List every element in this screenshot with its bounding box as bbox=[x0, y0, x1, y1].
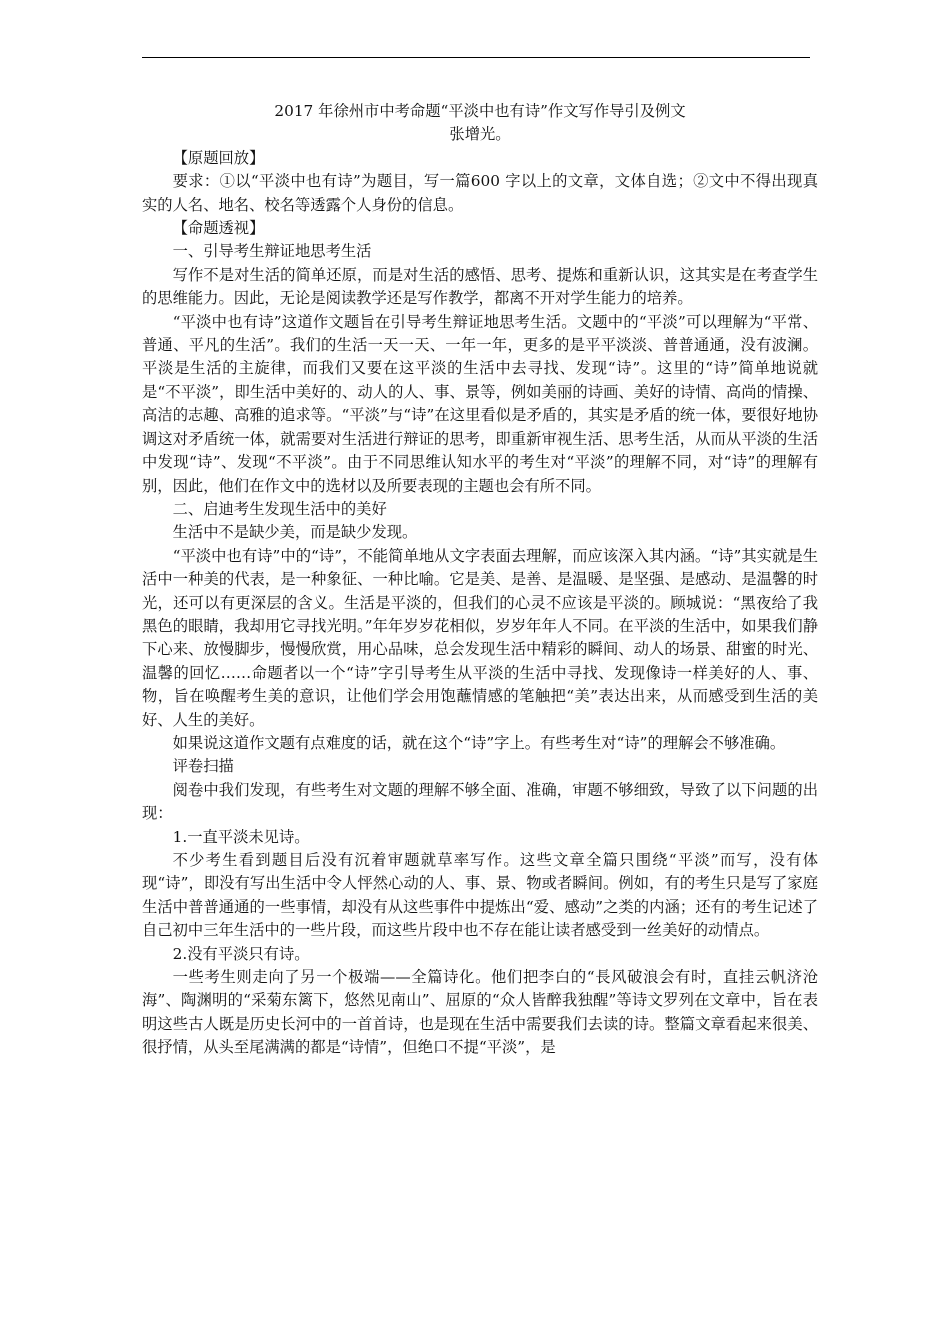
paragraph: 一些考生则走向了另一个极端——全篇诗化。他们把李白的“長风破浪会有时，直挂云帆济沧海”、陶渊明的“采菊东篱下，悠然见南山”、屈原的“众人皆醉我独醒”等诗文罗列在文章中，旨在表明这些古人既是历史长河中的一首首诗，也是现在生活中需要我们去读的诗。整篇文章看起来很美、很抒情，从头至尾满满的都是“诗情”，但绝口不提“平淡”，是 bbox=[142, 968, 818, 1057]
document-title: 2017 年徐州市中考命题“平淡中也有诗”作文写作导引及例文 bbox=[274, 102, 686, 120]
subheading: 1.一直平淡未见诗。 bbox=[172, 827, 310, 846]
paragraph: 不少考生看到题目后没有沉着审题就草率写作。这些文章全篇只围绕“平淡”而写，没有体现“诗”，即没有写出生活中令人怦然心动的人、事、景、物或者瞬间。例如，有的考生只是写了家庭生活中普普通通的一些事情，却没有从这些事件中提炼出“爱、感动”之类的内涵；还有的考生记述了自己初中三年生活中的一些片段，而这些片段中也不存在能让读者感受到一丝美好的动情点。 bbox=[142, 851, 818, 940]
subheading: 一、引导考生辩证地思考生活 bbox=[172, 242, 372, 261]
section-heading: 【原题回放】 bbox=[172, 148, 265, 167]
paragraph: “平淡中也有诗”这道作文题旨在引导考生辩证地思考生活。文题中的“平淡”可以理解为“平常、普通、平凡的生活”。我们的生活一天一天、一年一年，更多的是平平淡淡、普普通通，没有波澜。平淡是生活的主旋律，而我们又要在这平淡的生活中去寻找、发现“诗”。这里的“诗”简单地说就是“不平淡”，即生活中美好的、动人的人、事、景等，例如美丽的诗画、美好的诗情、高尚的情操、高洁的志趣、高雅的追求等。“平淡”与“诗”在这里看似是矛盾的，其实是矛盾的统一体，要很好地协调这对矛盾统一体，就需要对生活进行辩证的思考，即重新审视生活、思考生活，从而从平淡的生活中发现“诗”、发现“不平淡”。由于不同思维认知水平的考生对“平淡”的理解不同，对“诗”的理解有别，因此，他们在作文中的选材以及所要表现的主题也会有所不同。 bbox=[142, 312, 818, 495]
document-body bbox=[142, 100, 818, 1060]
paragraph: “平淡中也有诗”中的“诗”，不能简单地从文字表面去理解，而应该深入其内涵。“诗”其实就是生活中一种美的代表，是一种象征、一种比喻。它是美、是善、是温暖、是坚强、是感动、是温馨的时光，还可以有更深层的含义。生活是平淡的，但我们的心灵不应该是平淡的。顾城说：“黑夜给了我黑色的眼睛，我却用它寻找光明。”年年岁岁花相似，岁岁年年人不同。在平淡的生活中，如果我们静下心来、放慢脚步，慢慢欣赏，用心品味，总会发现生活中精彩的瞬间、动人的场景、甜蜜的时光、温馨的回忆……命题者以一个“诗”字引导考生从平淡的生活中寻找、发现像诗一样美好的人、事、物，旨在唤醒考生美的意识，让他们学会用饱蘸情感的笔触把“美”表达出来，从而感受到生活的美好、人生的美好。 bbox=[142, 546, 818, 729]
document-author: 张增光。 bbox=[449, 125, 511, 144]
subheading: 二、启迪考生发现生活中的美好 bbox=[172, 499, 387, 518]
section-heading: 评卷扫描 bbox=[172, 757, 234, 776]
paragraph: 阅卷中我们发现，有些考生对文题的理解不够全面、准确，审题不够细致，导致了以下问题的出现： bbox=[142, 780, 818, 823]
header-rule bbox=[142, 57, 810, 58]
section-heading: 【命题透视】 bbox=[172, 219, 265, 238]
paragraph: 要求：①以“平淡中也有诗”为题目，写一篇600 字以上的文章，文体自选；②文中不得出现真实的人名、地名、校名等透露个人身份的信息。 bbox=[142, 172, 818, 214]
paragraph: 生活中不是缺少美，而是缺少发现。 bbox=[172, 523, 418, 542]
subheading: 2.没有平淡只有诗。 bbox=[172, 944, 310, 963]
paragraph: 写作不是对生活的简单还原，而是对生活的感悟、思考、提炼和重新认识，这其实是在考查学生的思维能力。因此，无论是阅读教学还是写作教学，都离不开对学生能力的培养。 bbox=[142, 265, 818, 308]
paragraph: 如果说这道作文题有点难度的话，就在这个“诗”字上。有些考生对“诗”的理解会不够准确。 bbox=[172, 733, 786, 752]
